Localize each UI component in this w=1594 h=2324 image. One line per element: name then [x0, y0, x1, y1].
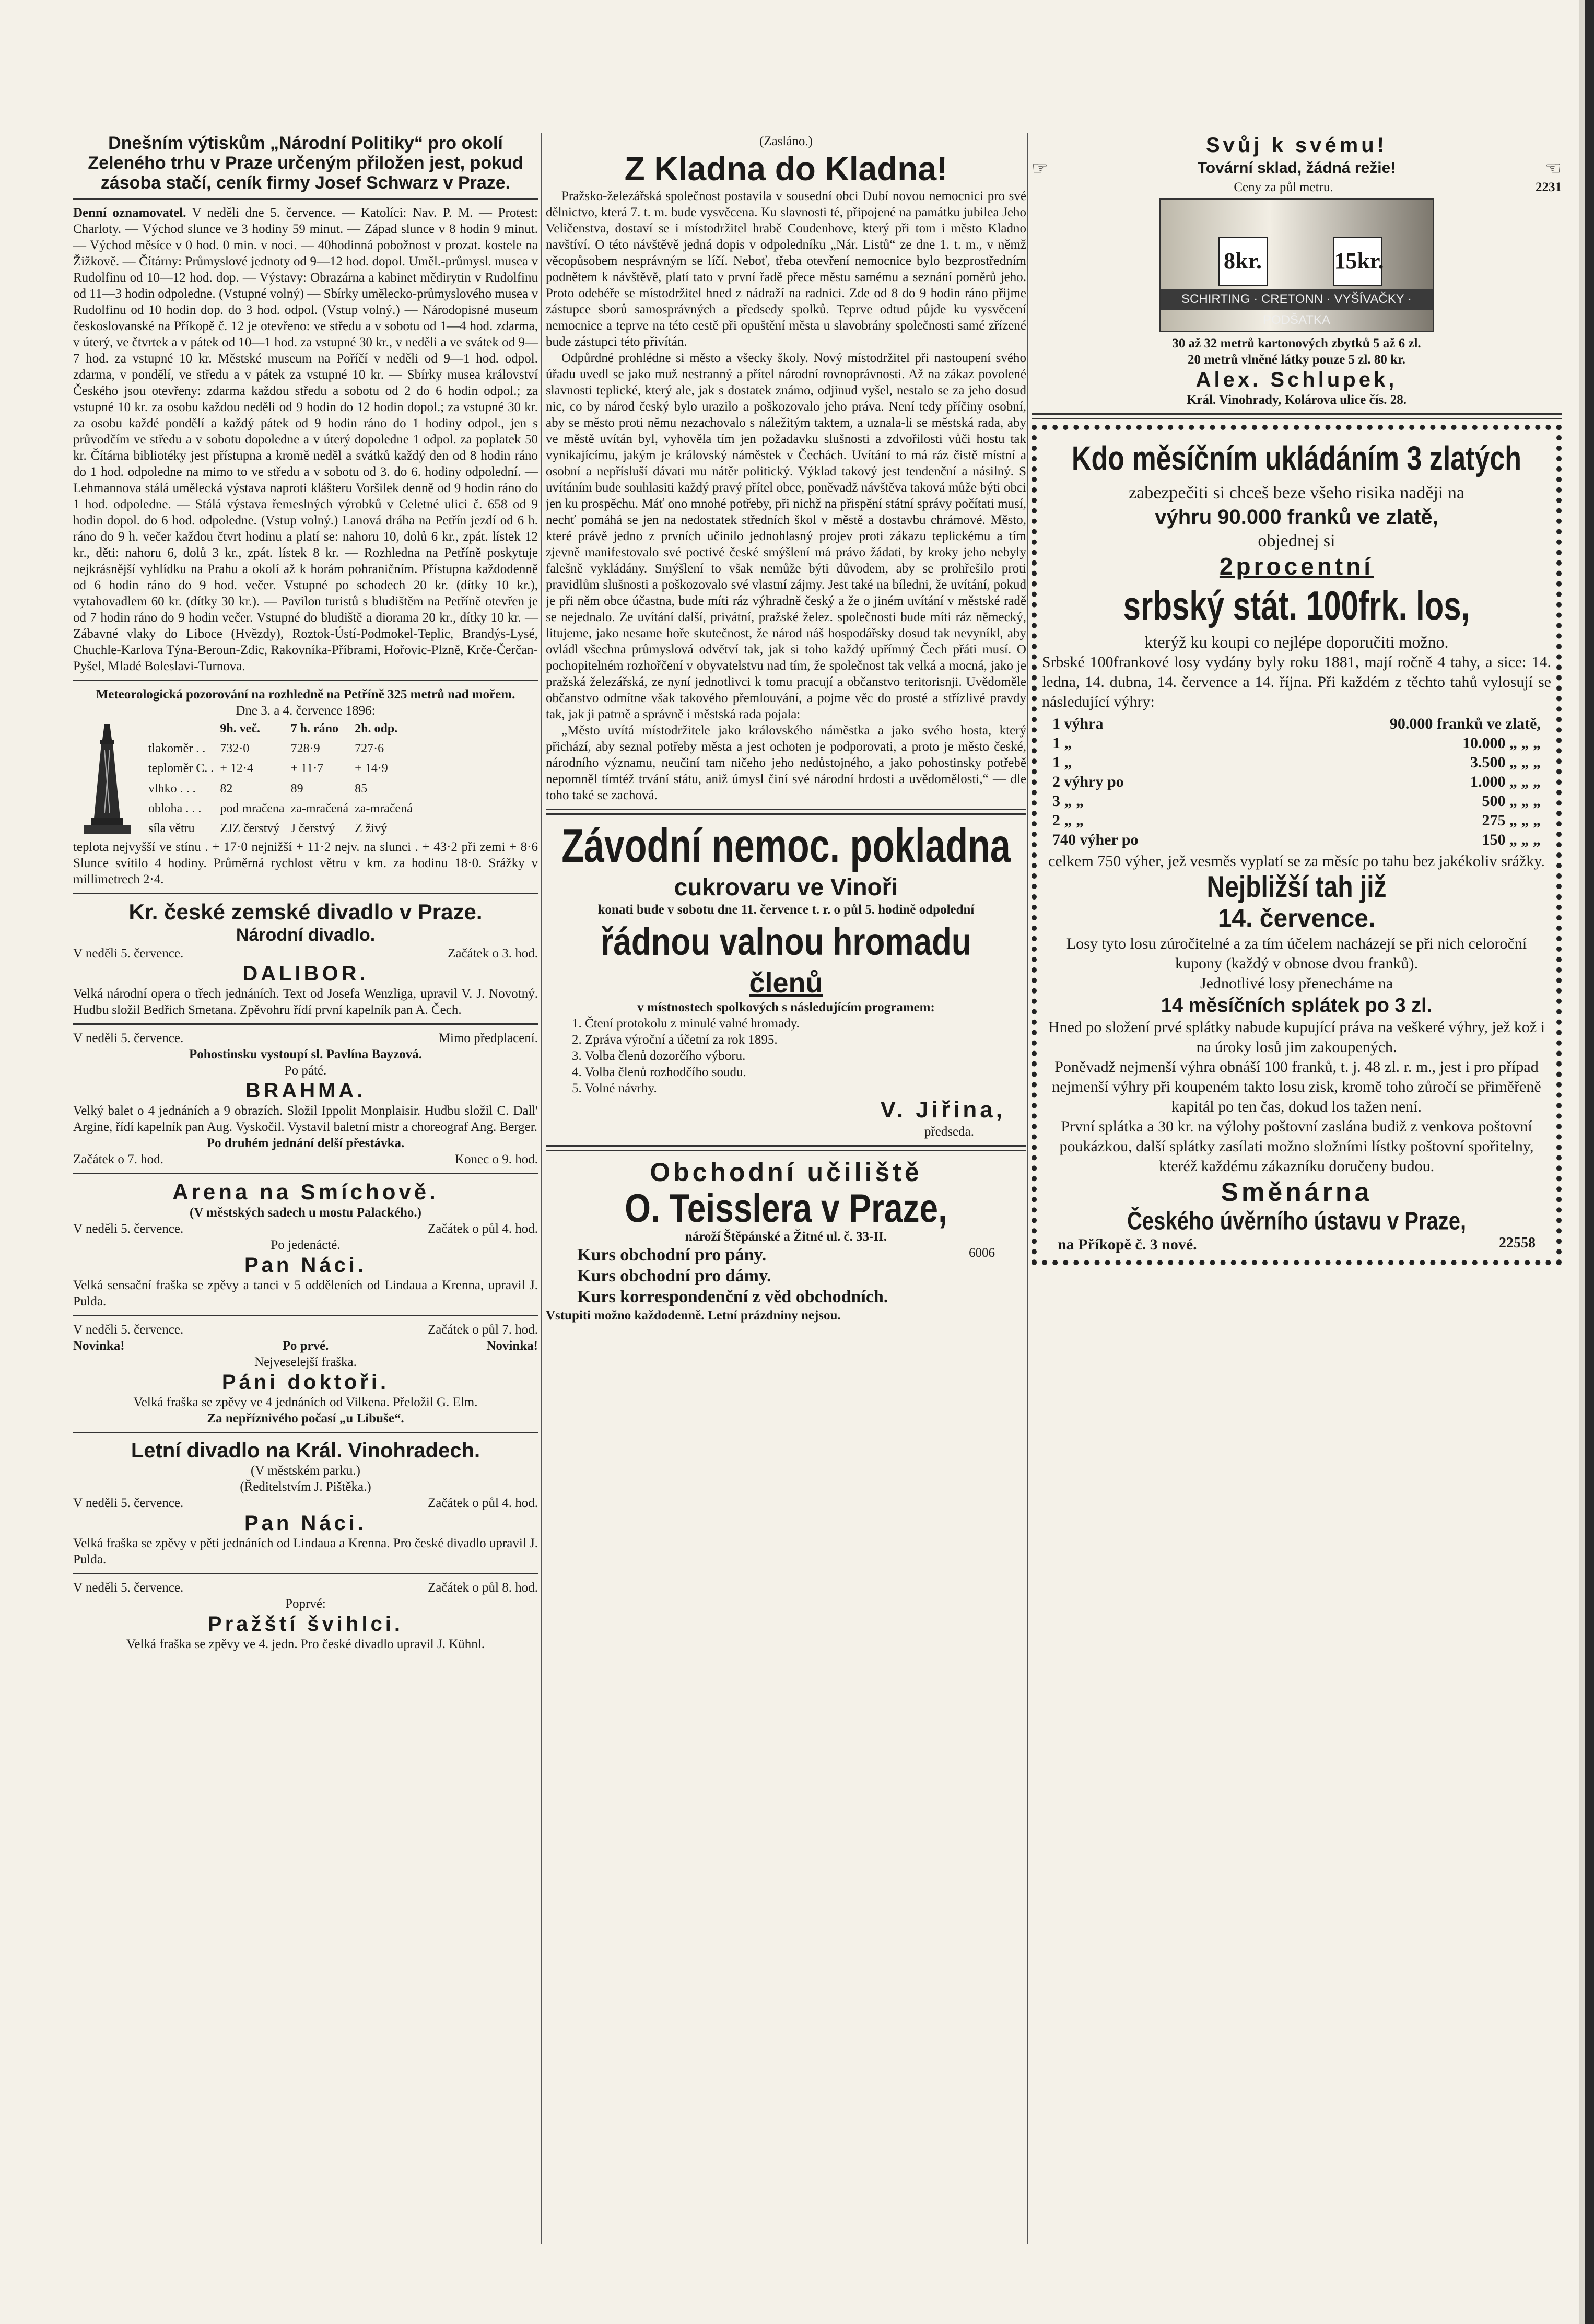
course-item: Kurs korrespondenční z věd obchodních. [577, 1287, 888, 1306]
ad-vinor-headline: Závodní nemoc. pokladna [561, 819, 1011, 872]
meteo-cell: pod mračena [220, 801, 285, 815]
daily-announcer [73, 205, 538, 674]
prize-count: 1 „ [1052, 754, 1072, 771]
article-para-2: Odpůrdné prohlédne si město a všecky školy. Nový místodržitel při nastoupení svého úřadu uvedl se jako muž nestranný a přítel národní rovnoprávnosti. Až na zákaz povolené slavnosti teplické, který ale, jak s dostatek známo, odjinud vyšel, nestalo se za jeho dosud nic, co by národ český bylo urazilo a poškozovalo jeho práva. Není tedy příčiny osobní, aby se město proti němu nezachovalo s náležitým taktem, a uznala-li se městská rada, aby ve městě uvítán byl, vyhověla tím jen požadavku slušnosti a zdvořilosti vůči hostu tak vynikajícímu, jakým je královský náměstek v Čechách. Uvítání to má ráz čistě místní a osobní a nepřísluší dávati mu nátěr politický. Výklad takový jest tendenční a násilný. S uvítáním bude souhlasiti každý pravý přítel obce, poněvadž návštěva taková může býti obci jen ku prospěchu. Máť ono mnohé potřeby, při nichž na přispění státní správy počítati musí, nechť pomáhá se jen na nedostatek středních škol v městě a dostavbu chrámové. Město, které právě jedno z prvních učinilo jednohlasný projev proti zákazu teplickému a tím zjevně manifestovalo své poctivé české smýšlení má právo žádati, by kroky jeho nebyly falešně vykládány. Smýšlení to však nemůže býti důvodem, aby se prohřešilo proti pravidlům slušnosti a poškozovalo své vlastní zájmy. Jest také na bíledni, že uvítání, pokud je při něm obce účastna, bude míti ráz výhradně český a že o jiném uvítání v městské radě se nejednalo. Ze uvítání další, privátní, pražské želez. společnosti bude míti ráz německý, litujeme, jako nesame hoře skutečnost, že národ náš hospodářsky dosud tak nevyníkl, aby ovládl všechna průmyslová odvětví tak, jak si toho každý upřímný Čech přáti musí. O pochopitelném rozhořčení v obyvatelstvu nad tím, že společnost tak velká a mocná, jako je pražská železářská, ze nyní jednotlivci k tomu pracují a občanstvo teritorisnji. Uvědoměle občanstvo odmítne však takového přemlouvání, a pojme věc do prosté a střízlivé pravdy tak, jak ji patrně a správně i městská rada pojala: [546, 351, 1026, 721]
course-item: Kurs obchodní pro dámy. [577, 1266, 771, 1286]
divider [73, 680, 538, 681]
guest-performer: Pohostinsku vystoupí sl. Pavlína Bayzová. [189, 1047, 422, 1061]
ad-schlupek [1032, 133, 1562, 408]
ad-lottery-headline: Kdo měsíčním ukládáním 3 zlatých [1071, 439, 1522, 478]
meteo-cell: J čerstvý [290, 822, 335, 836]
divider [73, 1023, 538, 1025]
theatre-vinohrady-director: (Ředitelstvím J. Pištěka.) [240, 1480, 371, 1494]
ad-lottery-bank: Českého úvěrního ústavu v Praze, [1127, 1207, 1467, 1235]
meteo-date: Dne 3. a 4. července 1896: [236, 704, 376, 718]
prize-amount: 275 „ „ „ [1482, 812, 1541, 829]
divider [546, 1145, 1026, 1151]
meteo-row [145, 739, 416, 758]
play-title-brahma: BRAHMA. [245, 1079, 366, 1102]
prize-row [1052, 830, 1541, 849]
meteo-cell: za-mračená [355, 801, 413, 815]
play-desc-pani-doktori: Velká fraška se zpěvy ve 4 jednáních od Vilkena. Přeložil G. Elm. [133, 1395, 478, 1409]
ceník-notice: Dnešním výtiskům „Národní Politiky“ pro okolí Zeleného trhu v Praze určeným přiložen jest, pokud zásoba stačí, ceník firmy Josef Schwarz v Praze. [88, 133, 523, 193]
performance-end: Konec o 9. hod. [455, 1152, 538, 1166]
article-para-1: Pražsko-železářská společnost postavila v sousední obci Dubí novou nemocnici pro své dělnictvo, která 7. t. m. bude vysvěcena. Ku slavnosti té, připojené na památku jubilea Jeho Veličenstva, dostaví se i místodržitel hrabě Coudenhove, který při tom i město Kladno navštíví. O této návštěvě jedná dopis v odpoledníku „Nár. Listů“ ze dne 1. t. m., v němž věcopůsobem nesprávným se líčí. Neboť, třeba otevření nemocnice bylo bezprostředním podnětem k návštěvě, platí tato v první řadě přece městu samému a seznání poměrů jeho. Proto odebéře se místodržitel hned z nádraží na radnici. Zde od 8 do 9 hodin ráno přijme zástupce sborů samosprávných a předsedy spolků. Teprve odtud půjde ku vysvěcení nemocnice a teprve na této cestě při opuštění města u slavobrány společnosti samé zřízené bude zástupci této přivítán. [546, 189, 1026, 349]
ad-lottery-installments: 14 měsíčních splátek po 3 zl. [1161, 995, 1433, 1017]
meteo-cell: 89 [290, 781, 303, 796]
performance-count: Po jedenácté. [271, 1238, 341, 1252]
meteo-cell: 85 [355, 781, 368, 796]
prize-amount: 90.000 franků ve zlatě, [1389, 715, 1541, 732]
ad-lottery-next-draw: Nejbližší tah již [1206, 870, 1387, 904]
ad-lottery-bond: srbský stát. 100frk. los, [1123, 582, 1470, 628]
meteo-cell: 732·0 [220, 741, 250, 755]
prize-row [1052, 811, 1541, 830]
ad-lottery-percent: 2procentní [1219, 553, 1374, 580]
program-item: 5. Volné návrhy. [572, 1081, 657, 1095]
program-item: 4. Volba členů rozhodčího soudu. [572, 1065, 746, 1079]
ad-vinor-subheadline: cukrovaru ve Vinoři [674, 873, 898, 901]
meteo-cell: za-mračená [290, 801, 349, 815]
price-tag: 8kr. [1218, 237, 1268, 286]
submitted-label: (Zasláno.) [759, 134, 813, 148]
prize-row [1052, 714, 1541, 733]
prize-count: 1 „ [1052, 734, 1072, 752]
ad-code: 22558 [1499, 1235, 1536, 1251]
ad-lottery-line: zabezpečiti si chceš beze všeho risika naději na [1129, 483, 1464, 503]
meteo-header-cell [145, 719, 217, 739]
arena-location: (V městských sadech u mostu Palackého.) [190, 1206, 421, 1220]
ad-lottery-line: První splátka a 30 kr. na výlohy poštovní zaslána budiž z venkova poštovní poukázkou, další splátky zasílati možno složními lístky poštovní spořitelny, kteréž každému zákazníku doručeny budou. [1059, 1118, 1534, 1175]
program-item: 3. Volba členů dozorčího výboru. [572, 1049, 746, 1063]
ad-vinor-date: konati bude v sobotu dne 11. července t. r. o půl 5. hodině odpolední [597, 903, 975, 917]
meteo-table [145, 719, 416, 839]
prize-table [1042, 712, 1551, 851]
play-desc-brahma: Velký balet o 4 jednáních a 9 obrazích. Složil Ippolit Monplaisir. Hudbu složil C. Dall' Argine, řídí kapelník pan Aug. Vyskočil. Vystavil baletní mistr a choreograf Ang. Berger. [73, 1104, 538, 1134]
theatre-vinohrady-title: Letní divadlo na Král. Vinohradech. [131, 1439, 480, 1462]
ad-teissler-address: nároží Štěpánské a Žitné ul. č. 33-II. [685, 1230, 887, 1244]
ad-schlupek-name: Alex. Schlupek, [1196, 368, 1398, 391]
play-title-pan-naci-2: Pan Náci. [244, 1512, 367, 1535]
meteo-cell: + 12·4 [220, 762, 253, 776]
divider [73, 893, 538, 894]
divider [73, 1573, 538, 1574]
performance-start: Začátek o půl 7. hod. [427, 1323, 538, 1337]
program-item: 2. Zpráva výroční a účetní za rok 1895. [572, 1033, 778, 1047]
prize-amount: 150 „ „ „ [1482, 831, 1541, 848]
meteo-cell: 727·6 [355, 741, 384, 755]
performance-start: Začátek o 3. hod. [448, 947, 538, 961]
divider [73, 1432, 538, 1433]
theatre-vinohrady-location: (V městském parku.) [251, 1464, 360, 1478]
weather-note: Za nepříznivého počasí „u Libuše“. [207, 1411, 404, 1426]
ad-vinor-meeting-title: řádnou valnou hromadu [601, 920, 971, 964]
fabric-label-band: SCHIRTING · CRETONN · VYŠÍVAČKY · PODŠATKA [1161, 289, 1433, 310]
play-desc-prazsti-svihlci: Velká fraška se zpěvy ve 4. jedn. Pro české divadlo upravil J. Kühnl. [126, 1637, 485, 1651]
ad-teissler-school [546, 1157, 1026, 1324]
intermission-note: Po druhém jednání delší přestávka. [206, 1136, 405, 1150]
ad-schlupek-offer-1: 30 až 32 metrů kartonových zbytků 5 až 6 zl. [1172, 336, 1421, 351]
performance-date: V neděli 5. července. [73, 1323, 184, 1337]
column-rule-2 [1027, 133, 1028, 2244]
novelty-badge: Novinka! [73, 1339, 125, 1353]
meteo-cell: 82 [220, 781, 233, 796]
ad-lottery-address: na Příkopě č. 3 nové. [1058, 1236, 1197, 1253]
performance-start: Začátek o půl 4. hod. [427, 1496, 538, 1510]
course-item: Kurs obchodní pro pány. [577, 1245, 767, 1265]
performance-date: V neděli 5. července. [73, 1031, 184, 1045]
ad-lottery-draw-date: 14. července. [1217, 905, 1376, 932]
prize-amount: 10.000 „ „ „ [1462, 734, 1541, 752]
article-para-3: „Město uvítá místodržitele jako královského náměstka a jako svého hosta, který přichází, aby seznal potřeby města a jest ochoten je podporovati, a proto je město české, národního významu, neučiní tam ničeho jeho nedůstojného, a jako pohostinsky potřebě nepomněl tímtéž trvání státu, aniž úmysl činí své národní hrdosti a uvědomělosti,“ — dle toho také se zachová. [546, 723, 1026, 802]
meteo-cell: síla větru [148, 822, 195, 836]
performance-count: Poprvé: [285, 1597, 326, 1611]
meteo-cell: obloha . . . [148, 801, 202, 815]
meteo-row [145, 759, 416, 779]
meteo-cell: + 11·7 [290, 762, 324, 776]
pointing-hand-icon: ☜ [1544, 158, 1562, 179]
ad-serbian-lottery [1032, 425, 1562, 1265]
meteo-cell: + 14·9 [355, 762, 388, 776]
arena-title: Arena na Smíchově. [172, 1179, 439, 1204]
prize-amount: 3.500 „ „ „ [1470, 754, 1541, 771]
ad-vinor-signature: V. Jiřina, [880, 1097, 1005, 1123]
ad-teissler-headline: Obchodní učiliště [650, 1158, 922, 1187]
play-desc-dalibor: Velká národní opera o třech jednáních. Text od Josefa Wenzliga, upravil V. J. Novotný. Hudbu složil Bedřich Smetana. Zpěvohru řídí první kapelník pan A. Čech. [73, 987, 538, 1017]
play-title-prazsti-svihlci: Pražští švihlci. [208, 1613, 403, 1636]
pointing-hand-icon: ☞ [1032, 158, 1049, 179]
ad-teissler-footer: Vstupiti možno každodenně. Letní prázdniny nejsou. [546, 1309, 841, 1323]
ad-schlupek-price-note: Ceny za půl metru. [1234, 180, 1333, 194]
ad-lottery-line: Losy tyto losu zúročitelné a za tím účelem nacházejí se při nich celoroční kupony (každý v obnose dvou franků). [1066, 935, 1527, 972]
ad-lottery-line: Jednotlivé losy přenecháme na [1200, 975, 1393, 992]
divider [73, 1315, 538, 1316]
ad-lottery-line: objednej si [1258, 531, 1335, 551]
announcer-title: Denní oznamovatel. [73, 206, 186, 220]
prize-row [1052, 772, 1541, 791]
article-title: Z Kladna do Kladna! [624, 150, 948, 188]
ad-code: 2231 [1535, 180, 1562, 194]
play-desc-pan-naci-2: Velká fraška se zpěvy v pěti jednáních od Lindaua a Krenna. Pro české divadlo upravil J. Pulda. [73, 1536, 538, 1567]
ad-lottery-line: kterýž ku koupi co nejlépe doporučiti možno. [1144, 633, 1449, 651]
prize-row [1052, 733, 1541, 753]
divider [1032, 413, 1562, 419]
performance-date: V neděli 5. července. [73, 1496, 184, 1510]
price-tag: 15kr. [1333, 237, 1382, 286]
prize-count: 740 výher po [1052, 831, 1139, 848]
column-rule-1 [541, 133, 542, 2244]
play-title-pani-doktori: Páni doktoři. [221, 1371, 390, 1394]
scan-edge [1585, 0, 1594, 2324]
ad-schlupek-slogan: Svůj k svému! [1205, 134, 1387, 157]
prize-row [1052, 791, 1541, 811]
ad-lottery-exchange: Směnárna [1221, 1177, 1373, 1207]
prize-count: 1 výhra [1052, 715, 1104, 732]
meteo-cell: Z živý [355, 822, 388, 836]
meteo-header-cell: 9h. več. [220, 721, 260, 735]
play-title-dalibor: DALIBOR. [242, 962, 369, 985]
divider [546, 809, 1026, 815]
prize-amount: 500 „ „ „ [1482, 792, 1541, 810]
performance-start: Začátek o 7. hod. [73, 1152, 163, 1166]
prize-row [1052, 753, 1541, 772]
ad-schlupek-warehouse: Tovární sklad, žádná režie! [1197, 159, 1396, 177]
performance-start: Začátek o půl 8. hod. [427, 1581, 538, 1595]
meteo-cell: teploměr C. . [148, 762, 214, 776]
page-gutter [1579, 0, 1585, 2324]
meteo-cell: vlhko . . . [148, 781, 196, 796]
ad-lottery-line: celkem 750 výher, jež vesměs vyplatí se za měsíc po tahu bez jakékoliv srážky. [1048, 852, 1545, 870]
prize-count: 2 výhry po [1052, 773, 1124, 790]
performance-note: Mimo předplacení. [438, 1031, 538, 1045]
theatre-national-subtitle: Národní divadlo. [236, 925, 376, 945]
prize-count: 3 „ „ [1052, 792, 1084, 810]
meteo-title: Meteorologická pozorování na rozhledně na Petříně 325 metrů nad mořem. [96, 687, 515, 702]
novelty-badge: Novinka! [486, 1339, 538, 1353]
ad-lottery-line: Poněvadž nejmenší výhra obnáší 100 franků, t. j. 48 zl. r. m., jest i pro případ nejmenší výhry při koupeném takto losu zisk, kromě toho zůročí se přiměřeně kapitál po ten čas, dokud los tažen není. [1052, 1058, 1541, 1115]
ad-vinor-program-intro: v místnostech spolkových s následujícím programem: [637, 1000, 935, 1014]
play-title-pan-naci: Pan Náci. [244, 1254, 367, 1277]
ad-code: 6006 [969, 1246, 995, 1260]
meteo-cell: 728·9 [290, 741, 320, 755]
column-left [73, 133, 538, 1652]
performance-count: Po prvé. [282, 1339, 329, 1353]
ad-schlupek-offer-2: 20 metrů vlněné látky pouze 5 zl. 80 kr. [1187, 353, 1406, 367]
ad-lottery-prize: výhru 90.000 franků ve zlatě, [1155, 506, 1438, 529]
ad-schlupek-address: Král. Vinohrady, Kolárova ulice čís. 28. [1186, 393, 1407, 407]
ad-teissler-name: O. Teisslera v Praze, [625, 1185, 947, 1231]
ad-lottery-line: Srbské 100frankové losy vydány byly roku 1881, mají ročně 4 tahy, a sice: 14. ledna, 14. dubna, 14. července a 14. října. Při každém z těchto tahů vylosují se následující výhry: [1042, 653, 1551, 710]
genre-note: Nejveselejší fraška. [254, 1355, 357, 1369]
meteo-row [145, 779, 416, 799]
fabric-roll-illustration [1159, 198, 1434, 332]
divider [73, 1173, 538, 1174]
observatory-tower-illustration [73, 719, 141, 839]
meteo-header-row [145, 719, 416, 739]
meteo-extra: teplota nejvyšší ve stínu . + 17·0 nejnižší + 11·2 nejv. na slunci . + 43·2 při zemi + 8·6 Slunce svítilo 4 hodiny. Průměrná rychlost větru v km. za hodinu 18·0. Srážky v millimetrech 2·4. [73, 840, 538, 886]
program-item: 1. Čtení protokolu z minulé valné hromady. [572, 1017, 800, 1031]
prize-amount: 1.000 „ „ „ [1470, 773, 1541, 790]
theatre-national-title: Kr. české zemské divadlo v Praze. [128, 900, 483, 924]
divider [73, 198, 538, 200]
meteo-row [145, 819, 416, 839]
ad-vinor-signature-role: předseda. [924, 1125, 974, 1139]
meteo-cell: ZJZ čerstvý [220, 822, 280, 836]
column-middle [546, 133, 1026, 1324]
meteo-cell: tlakoměr . . [148, 741, 206, 755]
performance-date: V neděli 5. července. [73, 1222, 184, 1236]
prize-count: 2 „ „ [1052, 812, 1084, 829]
play-desc-pan-naci: Velká sensační fraška se zpěvy a tanci v 5 odděleních od Lindaua a Krenna, upravil J. Pulda. [73, 1278, 538, 1309]
meteo-header-cell: 7 h. ráno [290, 721, 338, 735]
ad-lottery-line: Hned po složení prvé splátky nabude kupující práva na veškeré výhry, jež kož i na úroky losů jim zakoupených. [1048, 1019, 1545, 1056]
performance-date: V neděli 5. července. [73, 947, 184, 961]
ad-vinor-meeting [546, 819, 1026, 1140]
performance-count: Po páté. [284, 1064, 327, 1078]
performance-start: Začátek o půl 4. hod. [427, 1222, 538, 1236]
performance-date: V neděli 5. července. [73, 1581, 184, 1595]
column-right [1032, 133, 1562, 1265]
announcer-text: V neděli dne 5. července. — Katolíci: Nav. P. M. — Protest: Charloty. — Východ slunce ve 3 hodiny 59 minut. — Západ slunce v 8 hodin 9 minut. — Východ měsíce v 0 hod. 0 min. v noci. — 40hodinná pobožnost v prozat. kostele na Žižkově. — Čítárny: Průmyslové jednoty od 9—12 hod. dopol. Uměl.-průmysl. musea v Rudolfinu od 10—12 hod. dop. — Výstavy: Obrazárna a kabinet mědirytin v Rudolfinu od 11—3 hodin odpoledne. (Vstupné volný) — Sbírky umělecko-průmyslového musea v Rudolfinu od 10 hodin dop. do 3 hod. odpol. (Vstup volný.) — Národopisné museum českoslovanské na Příkopě č. 12 je otevřeno: ve středu a v sobotu od 1—4 hod. zdarma, v úterý, ve čtvrtek a v pátek od 10—1 hod. za vstupné 30 kr., v neděli a ve svátek od 9—7 hod. za vstupné 10 kr. Městské museum na Poříčí v neděli od 9—1 hod. odpol. zdarma, v pondělí, ve středu a v pátek za vstupné 10 kr. — Sbírky musea království Českého jsou otevřeny: zdarma každou středu a sobotu od 2 do 6 hodin odpol.; za vstupné 10 kr. za osobu každou neděli od 9 hodin do 12 hodin dopol.; za vstupné 30 kr. za osobu každé pondělí a každý pátek od 9 hodin ráno do 1 hodiny odpol., jen s průvodčím ve středu a v sobotu dopoledne a v úterý dopoledne 1 odpol. za poplatek 50 kr. Čítárna bibliotéky jest přístupna a kromě neděl a svátků každý den od 8 hodin ráno do 1 hod. odpoledne na mimo to ve středu a v sobotu od 3. do 6. hodiny odpolední. — Lehmannova stálá umělecká výstava naproti klášteru Voršilek denně od 9 hodin ráno do 1 hod. odpoledne. — Stálá výstava řemeslných výrobků v Celetné ulici č. 658 od 9 hodin dopol. do 6 hod. odpoledne. (Vstup volný.) Lanová dráha na Petřín jezdí od 6 h. ráno do 9 h. večer každou čtvrt hodinu a platí se: nahoru 10, dolů 6 kr., zpát. lístek 12 kr., děti: nahoru 6, dolů 3 kr., zpát. lístek 8 kr. — Rozhledna na Petříně poskytuje nejkrásnější vyhlídku na Prahu a okolí až k horám pohraničním. Přístupna každodenně od 6 hodin ráno do 9 hod. večer. Vstupné po schodech 20 kr. (dítky 10 kr.), vytahovadlem 60 kr. (dítky 30 kr.). — Pavilon turistů s bludištěm na Petříně otevřen je od 7 hodin ráno do 9 hodin večer. Vstupné do bludiště a diorama 20 kr., dítky 10 kr. — Zábavné vlaky do Liboce (Hvězdy), Roztok-Ústí-Podmokel-Teplic, Brandýs-Lysé, Chuchle-Karlova Týna-Beroun-Zdic, Rakovníka-Příbrami, Hořovic-Plzně, Krče-Čerčan-Pyšel, Mladé Boleslavi-Turnova. [73, 206, 538, 673]
meteo-row [145, 799, 416, 819]
ad-vinor-members: členů [749, 967, 823, 999]
meteo-header-cell: 2h. odp. [355, 721, 398, 735]
